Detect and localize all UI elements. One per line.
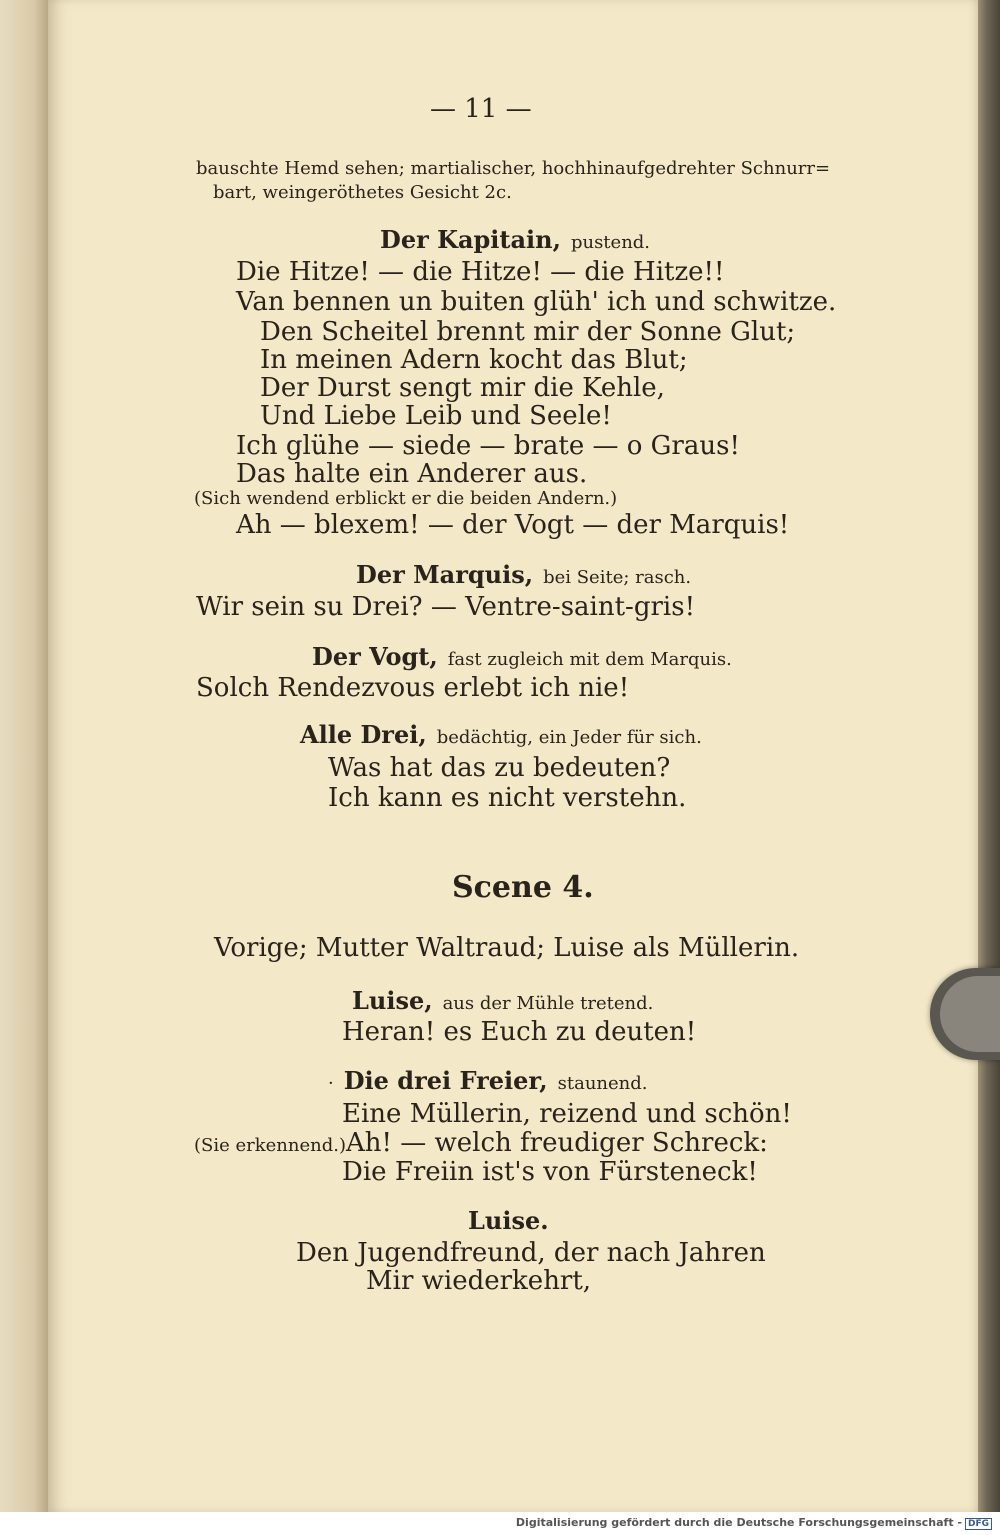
verse-line: Mir wiederkehrt, <box>366 1266 592 1296</box>
verse-line: Das halte ein Anderer aus. <box>236 459 588 489</box>
speaker-heading <box>468 1206 559 1235</box>
speaker-heading <box>328 1066 648 1095</box>
speaker-name: Luise. <box>468 1206 549 1235</box>
dfg-logo: DFG <box>965 1518 992 1530</box>
verse-line: Ich kann es nicht verstehn. <box>328 783 687 813</box>
speaker-name: Der Kapitain, <box>380 225 561 254</box>
speaker-name: Der Vogt, <box>312 642 438 671</box>
stage-direction: (Sich wendend erblickt er die beiden Andern.) <box>194 488 618 509</box>
verse-line: Den Jugendfreund, der nach Jahren <box>296 1238 766 1268</box>
verse-line: In meinen Adern kocht das Blut; <box>260 345 688 375</box>
speaker-name: Die drei Freier, <box>343 1066 548 1095</box>
book-page <box>48 0 978 1512</box>
verse-line: Den Scheitel brennt mir der Sonne Glut; <box>260 317 796 347</box>
speaker-direction: bedächtig, ein Jeder für sich. <box>436 727 702 748</box>
margin-mark: · <box>328 1073 334 1094</box>
verse-line: Was hat das zu bedeuten? <box>328 753 671 783</box>
footer-credit <box>516 1516 992 1530</box>
verse-line: Van bennen un buiten glüh' ich und schwitze. <box>236 287 837 317</box>
left-page-edge <box>0 0 48 1512</box>
verse-line: Ich glühe — siede — brate — o Graus! <box>236 431 740 461</box>
scene-heading: Scene 4. <box>452 870 594 905</box>
speaker-heading <box>352 986 653 1015</box>
stage-direction: bart, weingeröthetes Gesicht 2c. <box>213 182 512 203</box>
verse-line: Die Hitze! — die Hitze! — die Hitze!! <box>236 257 725 287</box>
speaker-name: Luise, <box>352 986 433 1015</box>
speaker-direction: aus der Mühle tretend. <box>442 993 654 1014</box>
verse-line: Der Durst sengt mir die Kehle, <box>260 373 665 403</box>
speaker-direction: staunend. <box>557 1073 648 1094</box>
stage-direction: Vorige; Mutter Waltraud; Luise als Müllerin. <box>214 933 800 963</box>
speaker-heading <box>312 642 732 671</box>
right-page-edge <box>978 0 1000 1512</box>
speaker-direction: fast zugleich mit dem Marquis. <box>447 649 732 670</box>
speaker-direction: pustend. <box>570 232 651 253</box>
stage-direction: bauschte Hemd sehen; martialischer, hochhinaufgedrehter Schnurr= <box>196 158 831 179</box>
speaker-heading <box>300 720 702 749</box>
verse-text: Ah! — welch freudiger Schreck: <box>346 1128 768 1158</box>
speaker-direction: bei Seite; rasch. <box>543 567 692 588</box>
verse-line: Ah — blexem! — der Vogt — der Marquis! <box>236 510 790 540</box>
verse-line-with-direction <box>194 1128 768 1158</box>
footer-bar <box>0 1512 1000 1535</box>
verse-line: Heran! es Euch zu deuten! <box>342 1017 697 1047</box>
speaker-heading <box>380 225 650 254</box>
verse-line: Wir sein su Drei? — Ventre-saint-gris! <box>196 592 696 622</box>
footer-credit-text: Digitalisierung gefördert durch die Deutsche Forschungsgemeinschaft - <box>515 1516 962 1529</box>
page-number: — 11 — <box>430 94 532 124</box>
verse-line: Und Liebe Leib und Seele! <box>260 401 612 431</box>
verse-line: Eine Müllerin, reizend und schön! <box>342 1099 792 1129</box>
verse-line: Die Freiin ist's von Fürsteneck! <box>342 1157 758 1187</box>
speaker-name: Alle Drei, <box>300 720 427 749</box>
verse-line: Solch Rendezvous erlebt ich nie! <box>196 673 630 703</box>
speaker-name: Der Marquis, <box>356 560 534 589</box>
inline-direction: (Sie erkennend.) <box>194 1135 346 1156</box>
speaker-heading <box>356 560 691 589</box>
